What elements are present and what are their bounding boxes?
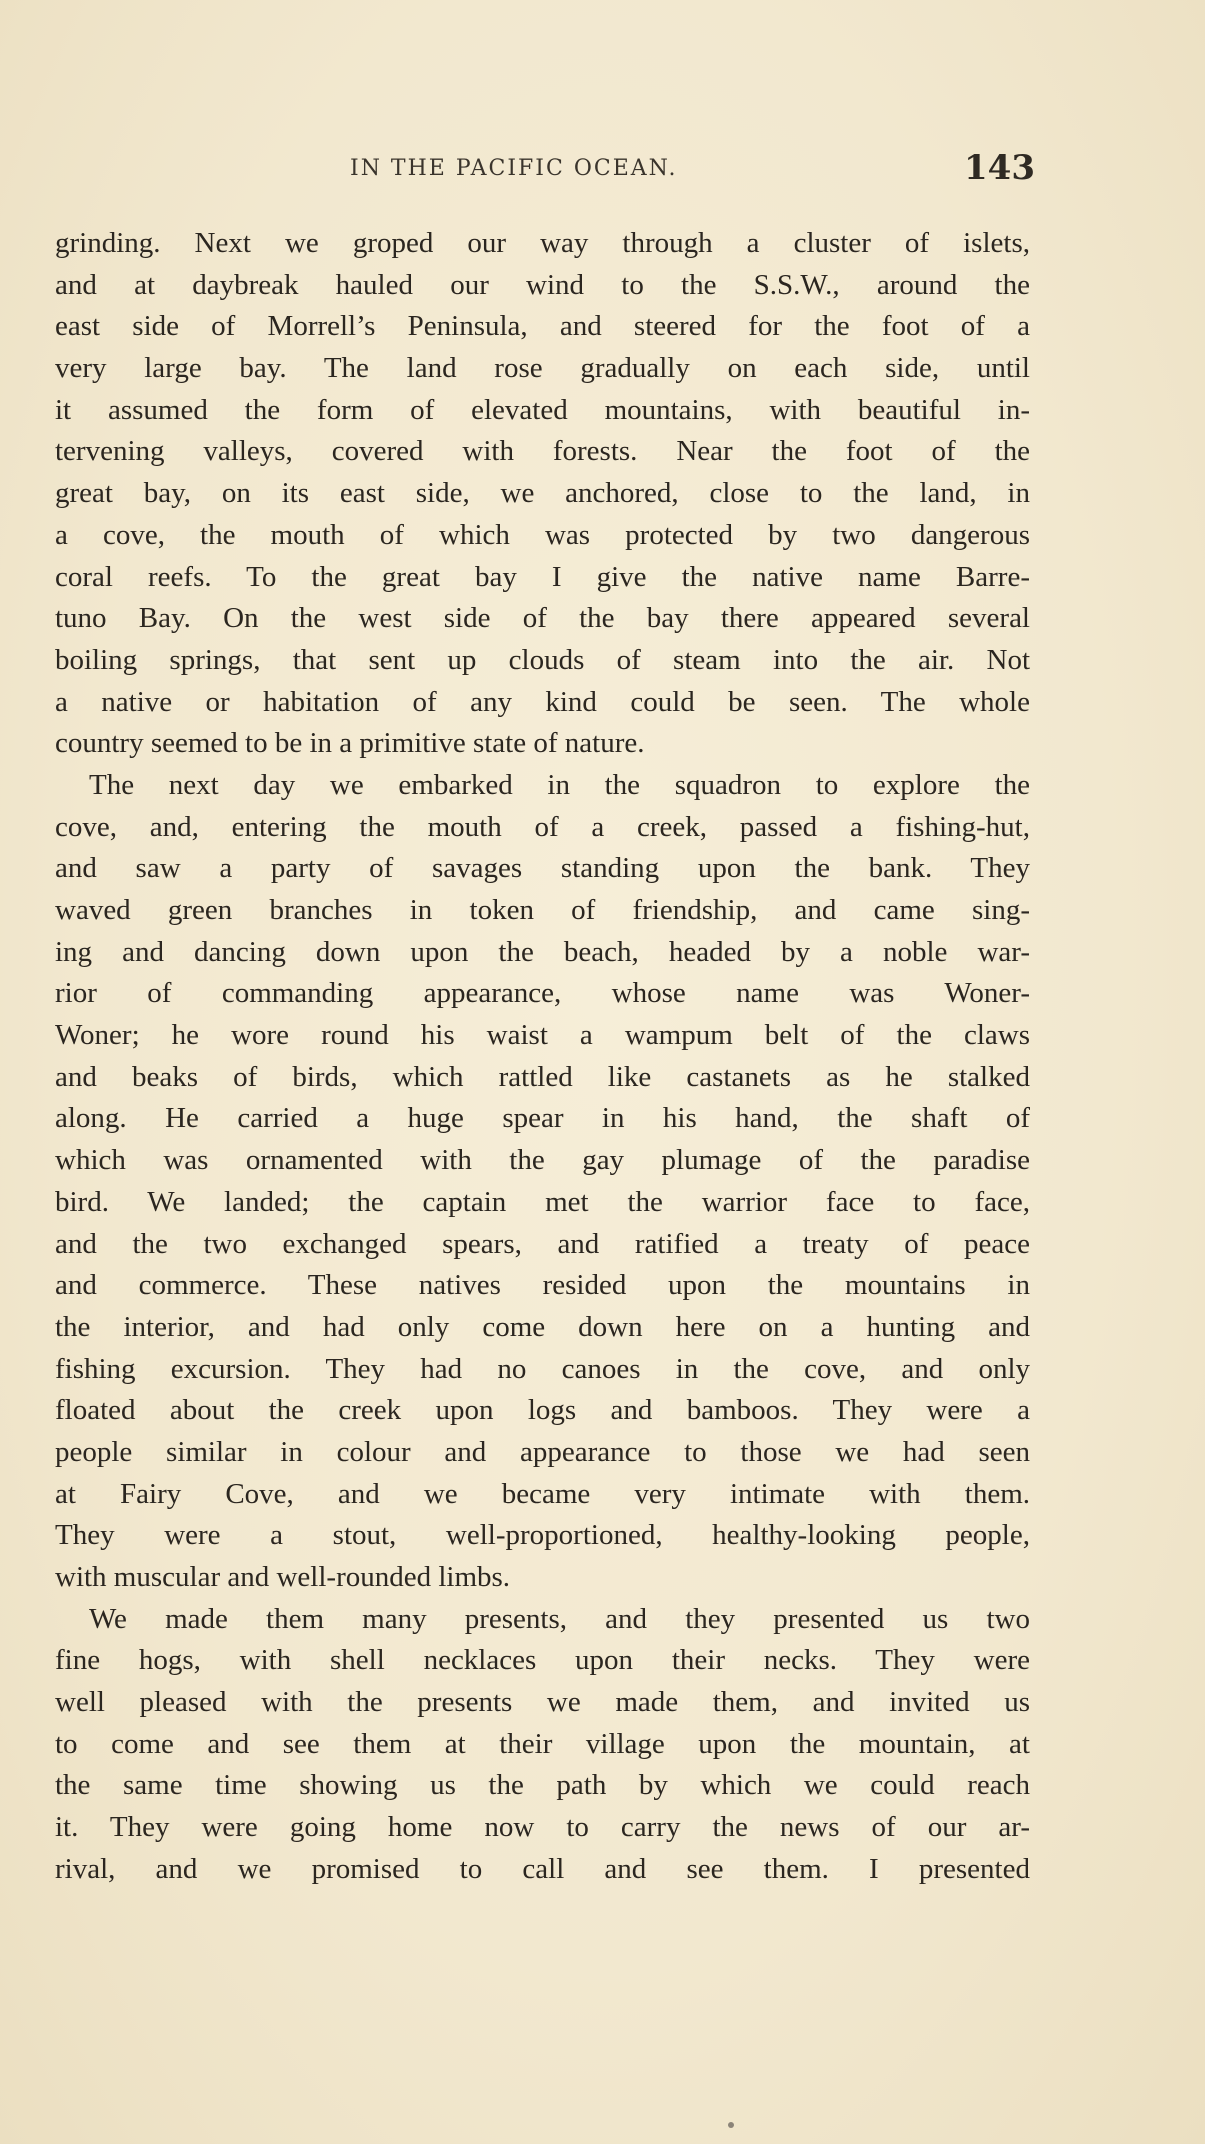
text-line: coral reefs. To the great bay I give the native name Barre- xyxy=(55,560,1030,593)
text-line: fishing excursion. They had no canoes in the cove, and only xyxy=(55,1352,1030,1385)
text-line: very large bay. The land rose gradually on each side, until xyxy=(55,352,1030,385)
text-line: fine hogs, with shell necklaces upon their necks. They were xyxy=(55,1644,1030,1677)
text-line: with muscular and well-rounded limbs. xyxy=(55,1561,511,1593)
paragraph-2 xyxy=(55,765,1030,1599)
text-line: well pleased with the presents we made them, and invited us xyxy=(55,1686,1030,1719)
text-line: it assumed the form of elevated mountains, with beautiful in- xyxy=(55,393,1030,426)
paragraph-3 xyxy=(55,1599,1030,1891)
text-line: and beaks of birds, which rattled like castanets as he stalked xyxy=(55,1060,1030,1093)
text-line: bird. We landed; the captain met the warrior face to face, xyxy=(55,1185,1030,1218)
text-line: The next day we embarked in the squadron to explore the xyxy=(89,768,1030,801)
text-line: We made them many presents, and they presented us two xyxy=(89,1602,1030,1635)
paragraph-1 xyxy=(55,223,1030,765)
text-line: country seemed to be in a primitive state of nature. xyxy=(55,727,645,760)
text-line: it. They were going home now to carry the news of our ar- xyxy=(55,1811,1030,1844)
text-line: boiling springs, that sent up clouds of steam into the air. Not xyxy=(55,643,1030,676)
running-title: IN THE PACIFIC OCEAN. xyxy=(350,156,678,181)
text-line: east side of Morrell’s Peninsula, and steered for the foot of a xyxy=(55,310,1030,343)
text-line: and the two exchanged spears, and ratified a treaty of peace xyxy=(55,1227,1030,1260)
text-line: tuno Bay. On the west side of the bay there appeared several xyxy=(55,602,1030,635)
text-line: at Fairy Cove, and we became very intimate with them. xyxy=(55,1477,1030,1510)
text-line: people similar in colour and appearance to those we had seen xyxy=(55,1435,1030,1468)
text-line: rior of commanding appearance, whose name was Woner- xyxy=(55,977,1030,1010)
text-line: rival, and we promised to call and see them. I presented xyxy=(55,1852,1030,1885)
text-line: cove, and, entering the mouth of a creek, passed a fishing-hut, xyxy=(55,810,1030,843)
text-line: and at daybreak hauled our wind to the S.S.W., around the xyxy=(55,268,1030,301)
text-line: floated about the creek upon logs and bamboos. They were a xyxy=(55,1394,1030,1427)
text-line: waved green branches in token of friendship, and came sing- xyxy=(55,894,1030,926)
text-line: tervening valleys, covered with forests. Near the foot of the xyxy=(55,435,1030,468)
text-line: the interior, and had only come down here on a hunting and xyxy=(55,1310,1030,1343)
text-line: which was ornamented with the gay plumage of the paradise xyxy=(55,1144,1030,1177)
text-line: They were a stout, well-proportioned, healthy-looking people, xyxy=(55,1519,1030,1552)
text-line: and commerce. These natives resided upon the mountains in xyxy=(55,1269,1030,1302)
text-line: ing and dancing down upon the beach, headed by a noble war- xyxy=(55,935,1030,968)
body-text xyxy=(55,223,1030,1891)
text-line: a native or habitation of any kind could be seen. The whole xyxy=(55,685,1030,718)
text-line: a cove, the mouth of which was protected by two dangerous xyxy=(55,518,1030,551)
text-line: the same time showing us the path by which we could reach xyxy=(55,1769,1030,1802)
text-line: to come and see them at their village upon the mountain, at xyxy=(55,1727,1030,1760)
ink-speck xyxy=(728,2122,734,2128)
text-line: Woner; he wore round his waist a wampum belt of the claws xyxy=(55,1019,1030,1052)
page-header xyxy=(55,150,1035,190)
text-line: along. He carried a huge spear in his hand, the shaft of xyxy=(55,1102,1030,1135)
text-line: great bay, on its east side, we anchored, close to the land, in xyxy=(55,477,1030,510)
text-line: and saw a party of savages standing upon the bank. They xyxy=(55,852,1030,885)
page-number: 143 xyxy=(964,148,1035,188)
text-line: grinding. Next we groped our way through a cluster of islets, xyxy=(55,227,1030,259)
